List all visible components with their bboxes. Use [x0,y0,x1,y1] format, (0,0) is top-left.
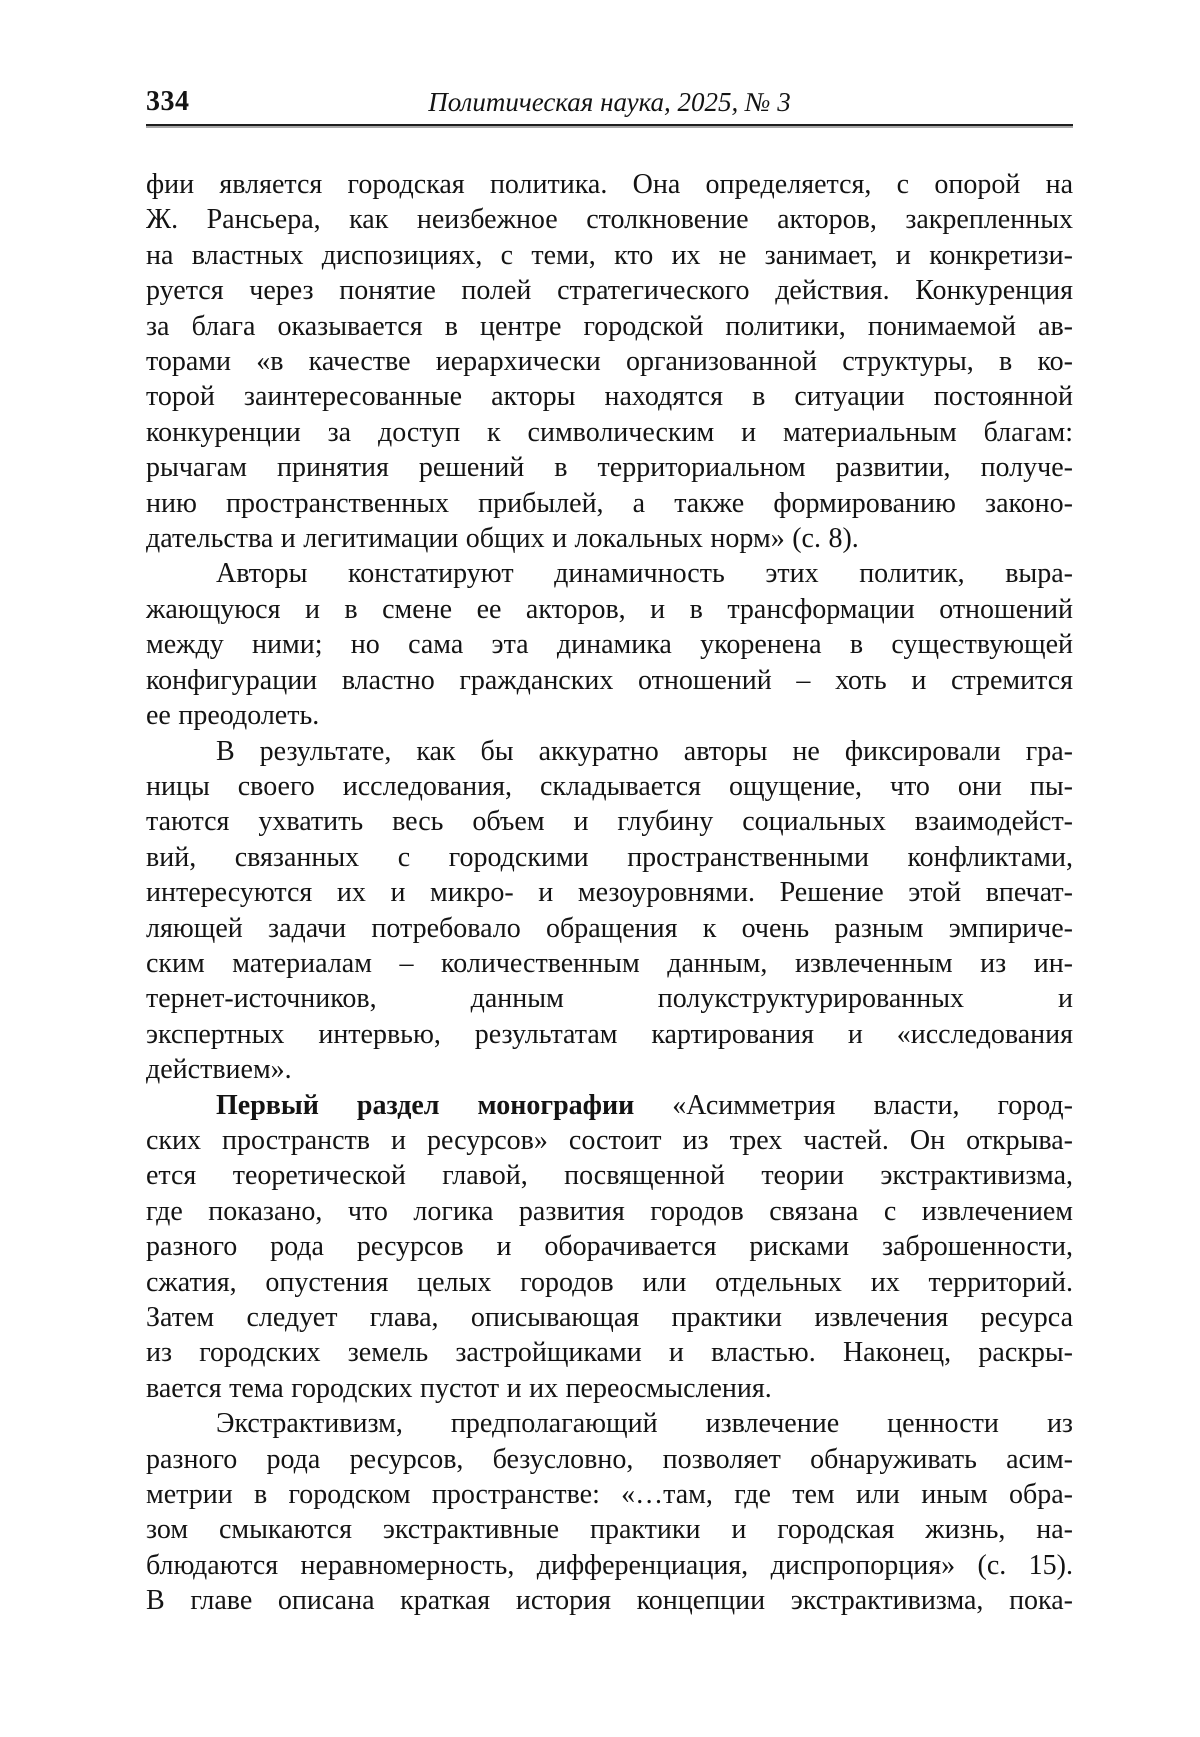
text-line: сжатия, опустения целых городов или отдельных их территорий. [146,1266,1073,1298]
text-line: торой заинтересованные акторы находятся в ситуации постоянной [146,381,1073,413]
text-line: за блага оказывается в центре городской политики, понимаемой ав- [146,310,1073,342]
text-line: ницы своего исследования, складывается ощущение, что они пы- [146,770,1073,802]
text-line: Экстрактивизм, предполагающий извлечение ценности из [216,1408,1073,1440]
text-line: В главе описана краткая история концепции экстрактивизма, пока- [146,1585,1073,1617]
text-line: конфигурации властно гражданских отношений – хоть и стремится [146,664,1073,696]
text-line: Затем следует глава, описывающая практики извлечения ресурса [146,1302,1073,1333]
text-run: «Асимметрия власти, город- [634,1089,1073,1121]
page-body [146,167,1073,1619]
text-line: разного рода ресурсов, безусловно, позволяет обнаруживать асим- [146,1443,1073,1475]
text-line: ее преодолеть. [146,700,320,732]
text-line: разного рода ресурсов и оборачивается рисками заброшенности, [146,1231,1073,1263]
text-line: рычагам принятия решений в территориальном развитии, получе- [146,452,1073,484]
text-line: конкуренции за доступ к символическим и материальным благам: [146,416,1073,448]
text-line: В результате, как бы аккуратно авторы не фиксировали гра- [216,735,1073,767]
text-line: на властных диспозициях, с теми, кто их не занимает, и конкретизи- [146,239,1073,271]
text-line: ется теоретической главой, посвященной теории экстрактивизма, [146,1160,1073,1192]
journal-title: Политическая наука, 2025, № 3 [428,87,791,117]
text-line: таются ухватить весь объем и глубину социальных взаимодейст- [146,806,1073,838]
text-line: ским материалам – количественным данным, извлеченным из ин- [146,947,1073,979]
text-line: зом смыкаются экстрактивные практики и городская жизнь, на- [146,1514,1073,1546]
text-line: руется через понятие полей стратегического действия. Конкуренция [146,275,1073,307]
bold-run: Первый раздел монографии [216,1089,635,1121]
text-line: жающуюся и в смене ее акторов, и в трансформации отношений [146,593,1073,625]
text-line: нию пространственных прибылей, а также формированию законо- [146,487,1073,519]
text-line: вий, связанных с городскими пространственными конфликтами, [146,841,1073,873]
running-header [146,84,1073,120]
text-line: тернет-источников, данным полукструктурированных и [146,983,1073,1015]
page-number: 334 [146,86,190,117]
text-line [146,1088,1073,1123]
text-line: ских пространств и ресурсов» состоит из трех частей. Он открыва- [146,1124,1073,1156]
text-line: интересуются их и микро- и мезоуровнями. Решение этой впечат- [146,877,1073,909]
text-line: Авторы констатируют динамичность этих политик, выра- [216,558,1073,590]
text-line: вается тема городских пустот и их переосмысления. [146,1372,772,1404]
text-line: где показано, что логика развития городов связана с извлечением [146,1195,1073,1227]
text-line: действием». [146,1054,292,1086]
text-line: метрии в городском пространстве: «…там, где тем или иным обра- [146,1479,1073,1511]
text-line: из городских земель застройщиками и властью. Наконец, раскры- [146,1337,1073,1369]
text-line: Ж. Рансьера, как неизбежное столкновение акторов, закрепленных [146,204,1073,236]
text-line: дательства и легитимации общих и локальных норм» (с. 8). [146,523,859,555]
header-rule [146,124,1073,126]
text-line: экспертных интервью, результатам картирования и «исследования [146,1018,1073,1050]
text-line: торами «в качестве иерархически организованной структуры, в ко- [146,346,1073,378]
text-line: фии является городская политика. Она определяется, с опорой на [146,169,1073,200]
text-line: блюдаются неравномерность, дифференциация, диспропорция» (с. 15). [146,1549,1073,1581]
text-line: ляющей задачи потребовало обращения к очень разным эмпириче- [146,912,1073,944]
text-line: между ними; но сама эта динамика укоренена в существующей [146,629,1073,661]
